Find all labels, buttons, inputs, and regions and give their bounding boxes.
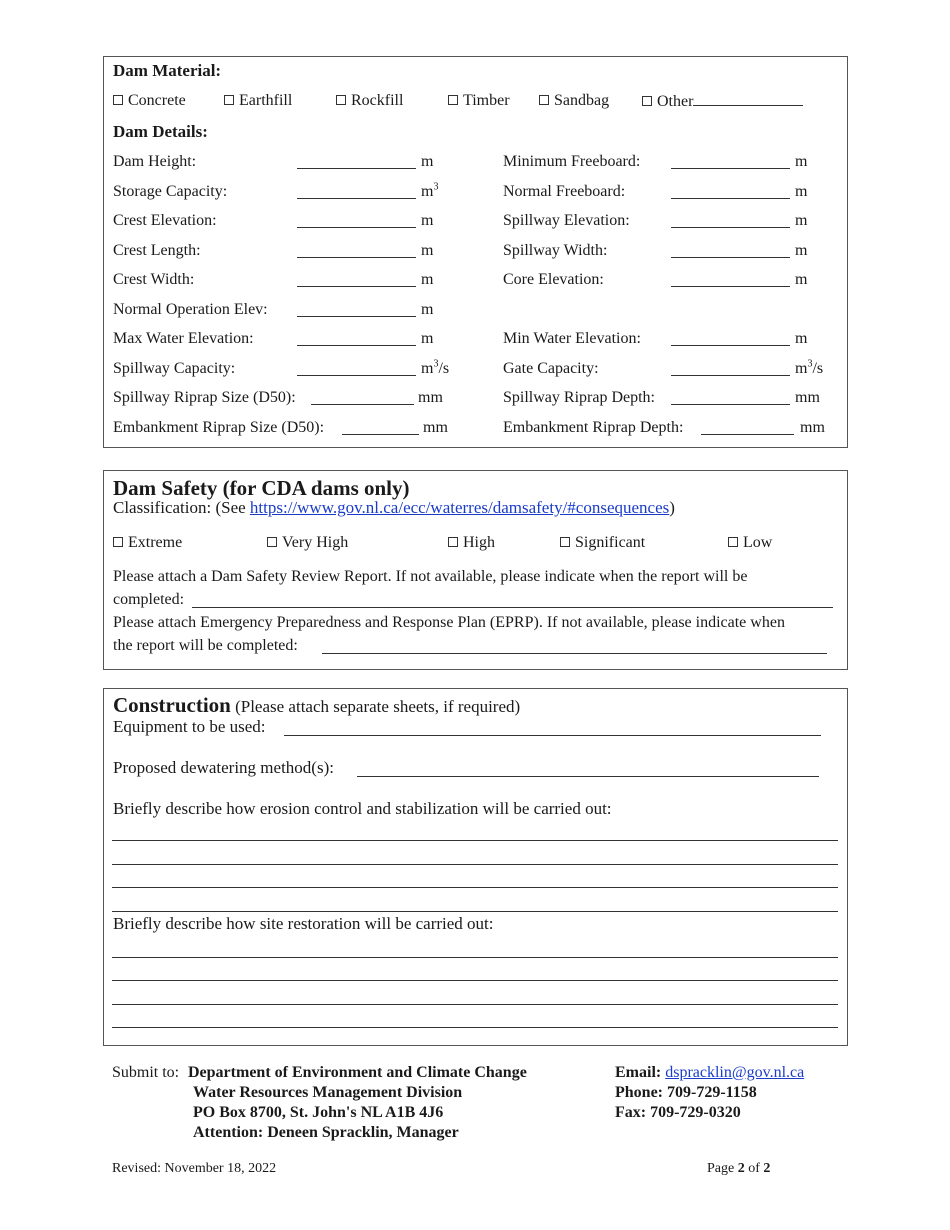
unit-label: m bbox=[795, 330, 808, 347]
dam-safety-section bbox=[103, 470, 848, 670]
unit-label: m bbox=[421, 153, 434, 170]
unit-label: m bbox=[421, 330, 434, 347]
min-water-elevation-field[interactable] bbox=[671, 345, 790, 346]
dam-material-section bbox=[103, 56, 848, 448]
checkbox-icon[interactable] bbox=[448, 537, 458, 547]
revised-date: Revised: November 18, 2022 bbox=[112, 1161, 277, 1176]
checkbox-icon[interactable] bbox=[224, 95, 234, 105]
detail-label: Spillway Riprap Size (D50): bbox=[113, 389, 296, 406]
embankment-riprap-size-field[interactable] bbox=[342, 434, 419, 435]
max-water-elevation-field[interactable] bbox=[297, 345, 416, 346]
unit-label: mm bbox=[800, 419, 825, 436]
material-option-sandbag[interactable]: Sandbag bbox=[539, 92, 609, 110]
material-option-other[interactable]: Other bbox=[642, 92, 803, 111]
core-elevation-field[interactable] bbox=[671, 286, 790, 287]
detail-label: Normal Operation Elev: bbox=[113, 301, 268, 318]
material-option-timber[interactable]: Timber bbox=[448, 92, 510, 110]
restoration-line[interactable] bbox=[112, 1027, 838, 1028]
erosion-label: Briefly describe how erosion control and stabilization will be carried out: bbox=[113, 799, 612, 818]
unit-label: m bbox=[795, 271, 808, 288]
detail-label: Minimum Freeboard: bbox=[503, 153, 641, 170]
detail-label: Spillway Capacity: bbox=[113, 360, 236, 377]
class-option-very-high[interactable]: Very High bbox=[267, 534, 348, 552]
checkbox-icon[interactable] bbox=[448, 95, 458, 105]
normal-operation-elev-field[interactable] bbox=[297, 316, 416, 317]
detail-label: Crest Width: bbox=[113, 271, 195, 288]
detail-label: Normal Freeboard: bbox=[503, 183, 626, 200]
crest-elevation-field[interactable] bbox=[297, 227, 416, 228]
dam-safety-title: Dam Safety (for CDA dams only) bbox=[113, 476, 410, 500]
detail-label: Spillway Width: bbox=[503, 242, 608, 259]
checkbox-icon[interactable] bbox=[560, 537, 570, 547]
detail-label: Min Water Elevation: bbox=[503, 330, 641, 347]
detail-label: Max Water Elevation: bbox=[113, 330, 254, 347]
erosion-line[interactable] bbox=[112, 887, 838, 888]
department-name: Department of Environment and Climate Change bbox=[188, 1064, 527, 1081]
spillway-elevation-field[interactable] bbox=[671, 227, 790, 228]
mailing-address: PO Box 8700, St. John's NL A1B 4J6 bbox=[193, 1104, 444, 1121]
storage-capacity-field[interactable] bbox=[297, 198, 416, 199]
detail-label: Crest Elevation: bbox=[113, 212, 217, 229]
detail-label: Storage Capacity: bbox=[113, 183, 228, 200]
email-link[interactable]: dspracklin@gov.nl.ca bbox=[665, 1064, 805, 1081]
erosion-line[interactable] bbox=[112, 911, 838, 912]
restoration-line[interactable] bbox=[112, 957, 838, 958]
checkbox-icon[interactable] bbox=[113, 537, 123, 547]
construction-section bbox=[103, 688, 848, 1046]
normal-freeboard-field[interactable] bbox=[671, 198, 790, 199]
unit-label: mm bbox=[423, 419, 448, 436]
detail-label: Embankment Riprap Depth: bbox=[503, 419, 684, 436]
unit-label: m bbox=[421, 212, 434, 229]
checkbox-icon[interactable] bbox=[336, 95, 346, 105]
detail-label: Embankment Riprap Size (D50): bbox=[113, 419, 325, 436]
dam-height-field[interactable] bbox=[297, 168, 416, 169]
unit-label: m bbox=[795, 183, 808, 200]
crest-length-field[interactable] bbox=[297, 257, 416, 258]
unit-label: m bbox=[421, 301, 434, 318]
checkbox-icon[interactable] bbox=[728, 537, 738, 547]
detail-label: Crest Length: bbox=[113, 242, 201, 259]
unit-label: m bbox=[421, 271, 434, 288]
restoration-label: Briefly describe how site restoration will be carried out: bbox=[113, 914, 494, 933]
crest-width-field[interactable] bbox=[297, 286, 416, 287]
unit-label: m bbox=[421, 242, 434, 259]
checkbox-icon[interactable] bbox=[539, 95, 549, 105]
dewatering-field[interactable] bbox=[357, 776, 819, 777]
submit-label: Submit to: bbox=[112, 1064, 180, 1081]
eprp-completed-label: the report will be completed: bbox=[113, 637, 298, 654]
class-option-high[interactable]: High bbox=[448, 534, 495, 552]
eprp-text: Please attach Emergency Preparedness and Response Plan (EPRP). If not available, please indicate when bbox=[113, 614, 785, 631]
checkbox-icon[interactable] bbox=[642, 96, 652, 106]
erosion-line[interactable] bbox=[112, 840, 838, 841]
classification-line: Classification: (See https://www.gov.nl.ca/ecc/waterres/damsafety/#consequences) bbox=[113, 498, 675, 517]
detail-label: Dam Height: bbox=[113, 153, 197, 170]
review-completed-label: completed: bbox=[113, 591, 185, 608]
review-completed-field[interactable] bbox=[192, 607, 833, 608]
unit-label: mm bbox=[418, 389, 443, 406]
erosion-line[interactable] bbox=[112, 864, 838, 865]
detail-label: Core Elevation: bbox=[503, 271, 604, 288]
construction-subtitle: (Please attach separate sheets, if required) bbox=[230, 697, 521, 716]
dam-material-title: Dam Material: bbox=[113, 61, 222, 80]
class-option-low[interactable]: Low bbox=[728, 534, 772, 552]
detail-label: Spillway Riprap Depth: bbox=[503, 389, 655, 406]
spillway-riprap-depth-field[interactable] bbox=[671, 404, 790, 405]
unit-label: m bbox=[795, 242, 808, 259]
unit-label: m bbox=[795, 153, 808, 170]
construction-heading bbox=[113, 693, 520, 720]
page-number: Page 2 of 2 bbox=[707, 1161, 771, 1176]
email-line: Email: dspracklin@gov.nl.ca bbox=[615, 1064, 805, 1081]
review-report-text: Please attach a Dam Safety Review Report. If not available, please indicate when the report will be bbox=[113, 568, 748, 585]
equipment-field[interactable] bbox=[284, 735, 821, 736]
gate-capacity-field[interactable] bbox=[671, 375, 790, 376]
class-option-significant[interactable]: Significant bbox=[560, 534, 645, 552]
material-option-earthfill[interactable]: Earthfill bbox=[224, 92, 292, 110]
detail-label: Gate Capacity: bbox=[503, 360, 599, 377]
material-option-concrete[interactable]: Concrete bbox=[113, 92, 186, 110]
consequences-link[interactable]: https://www.gov.nl.ca/ecc/waterres/damsafety/#consequences bbox=[249, 498, 670, 517]
spillway-width-field[interactable] bbox=[671, 257, 790, 258]
material-option-rockfill[interactable]: Rockfill bbox=[336, 92, 403, 110]
dam-details-title: Dam Details: bbox=[113, 122, 208, 141]
unit-label: mm bbox=[795, 389, 820, 406]
minimum-freeboard-field[interactable] bbox=[671, 168, 790, 169]
spillway-riprap-size-field[interactable] bbox=[311, 404, 414, 405]
dewatering-label: Proposed dewatering method(s): bbox=[113, 758, 334, 777]
equipment-label: Equipment to be used: bbox=[113, 717, 266, 736]
unit-label: $m^3/s$ bbox=[795, 358, 824, 377]
construction-title: Construction bbox=[113, 693, 231, 717]
division-name: Water Resources Management Division bbox=[193, 1084, 463, 1101]
spillway-capacity-field[interactable] bbox=[297, 375, 416, 376]
unit-label: $m^3/s$ bbox=[421, 358, 450, 377]
attention-line: Attention: Deneen Spracklin, Manager bbox=[193, 1124, 459, 1141]
embankment-riprap-depth-field[interactable] bbox=[701, 434, 794, 435]
checkbox-icon[interactable] bbox=[267, 537, 277, 547]
unit-label: m bbox=[795, 212, 808, 229]
fax-line: Fax: 709-729-0320 bbox=[615, 1104, 741, 1121]
unit-label: $m^3$ bbox=[421, 181, 439, 200]
restoration-line[interactable] bbox=[112, 1004, 838, 1005]
restoration-line[interactable] bbox=[112, 980, 838, 981]
class-option-extreme[interactable]: Extreme bbox=[113, 534, 182, 552]
detail-label: Spillway Elevation: bbox=[503, 212, 630, 229]
eprp-completed-field[interactable] bbox=[322, 653, 827, 654]
other-material-field[interactable] bbox=[693, 92, 803, 106]
checkbox-icon[interactable] bbox=[113, 95, 123, 105]
phone-line: Phone: 709-729-1158 bbox=[615, 1084, 757, 1101]
